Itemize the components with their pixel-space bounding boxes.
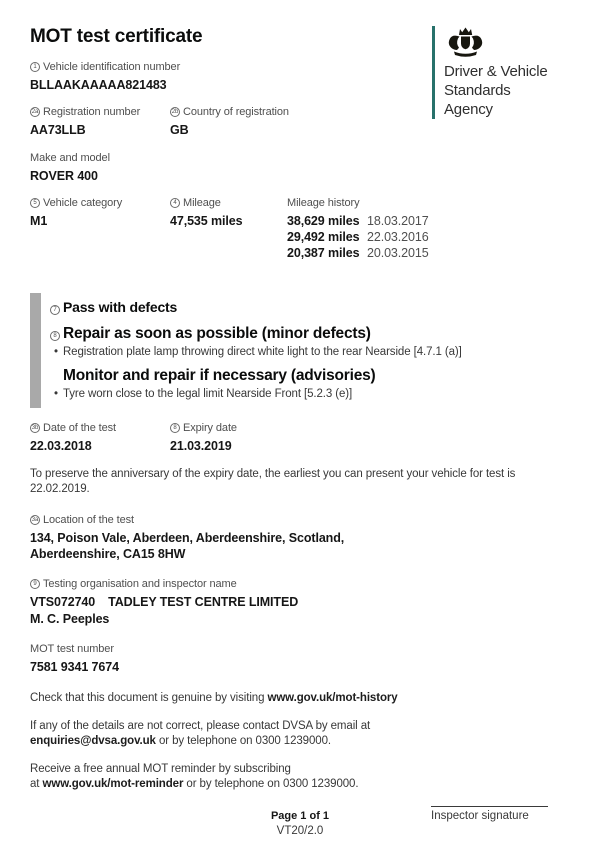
field-mileage: 4 Mileage 47,535 miles bbox=[170, 197, 287, 262]
advisories-heading: Monitor and repair if necessary (advisories) bbox=[63, 366, 376, 384]
registration-value: AA73LLB bbox=[30, 123, 86, 138]
agency-name bbox=[444, 63, 580, 119]
field-number-icon: 3b bbox=[31, 424, 39, 431]
signature-line bbox=[431, 806, 548, 807]
field-expiry-date: 8 Expiry date 21.03.2019 bbox=[170, 421, 237, 453]
field-number-icon: 2a bbox=[31, 109, 39, 116]
country-value: GB bbox=[170, 123, 189, 138]
agency-line-1: Driver & Vehicle bbox=[444, 63, 548, 80]
field-vin bbox=[30, 61, 430, 93]
expiry-date-value: 21.03.2019 bbox=[170, 438, 232, 453]
field-country: 2b Country of registration GB bbox=[170, 106, 289, 138]
anniversary-note: To preserve the anniversary of the expiry date, the earliest you can present your vehicle for test is 22.02.2019. bbox=[30, 467, 516, 496]
mileage-value: 47,535 miles bbox=[170, 213, 243, 228]
result-status-text: Pass with defects bbox=[63, 298, 178, 315]
advisories-list bbox=[54, 388, 570, 400]
mileage-history-row: 29,492 miles 22.03.2016 bbox=[287, 230, 429, 244]
mot-reminder-link: www.gov.uk/mot-reminder bbox=[42, 778, 184, 791]
agency-line-3: Agency bbox=[444, 100, 493, 118]
field-location: 3a Location of the test 134, Poison Vale, Aberdeen, Aberdeenshire, Scotland, Aberdeenshire, CA15 8HW bbox=[30, 514, 430, 563]
field-number-icon: 1 bbox=[30, 62, 40, 72]
minor-defects-group bbox=[50, 325, 570, 358]
field-number-icon: 4 bbox=[170, 198, 180, 208]
dates-row bbox=[30, 422, 570, 467]
field-vehicle-category: 5 Vehicle category M1 bbox=[30, 197, 170, 262]
field-mileage-history: Mileage history 38,629 miles 18.03.2017 29,492 miles 22.03.2016 20,387 miles 20.03.2015 bbox=[287, 197, 570, 262]
page-title: MOT test certificate bbox=[30, 26, 203, 47]
field-registration: 2a Registration number AA73LLB bbox=[30, 106, 170, 138]
field-number-icon: 8 bbox=[50, 331, 60, 341]
inspector-name: M. C. Peeples bbox=[30, 611, 110, 626]
contact-note: If any of the details are not correct, please contact DVSA by email at enquiries@dvsa.gov.uk or by telephone on 0300 1239000. bbox=[30, 719, 371, 748]
mileage-history-row: 38,629 miles 18.03.2017 bbox=[287, 213, 429, 228]
station-name: TADLEY TEST CENTRE LIMITED bbox=[108, 595, 299, 610]
field-number-icon: 2b bbox=[171, 109, 179, 116]
signature-label: Inspector signature bbox=[431, 810, 529, 822]
dvsa-email: enquiries@dvsa.gov.uk bbox=[30, 735, 156, 748]
mileage-row bbox=[30, 197, 570, 275]
reminder-note: Receive a free annual MOT reminder by subscribing at www.gov.uk/mot-reminder or by telephone on 0300 1239000. bbox=[30, 762, 359, 791]
advisories-group bbox=[50, 367, 570, 400]
location-value: 134, Poison Vale, Aberdeen, Aberdeenshire, Scotland, Aberdeenshire, CA15 8HW bbox=[30, 530, 345, 562]
page-number: Page 1 of 1 bbox=[270, 810, 330, 822]
make-model-value: ROVER 400 bbox=[30, 168, 98, 183]
test-number-value: 7581 9341 7674 bbox=[30, 659, 119, 674]
field-number-icon: 5 bbox=[30, 198, 40, 208]
vehicle-category-value: M1 bbox=[30, 213, 48, 228]
mileage-history-row: 20,387 miles 20.03.2015 bbox=[287, 246, 429, 261]
field-test-number: MOT test number 7581 9341 7674 bbox=[30, 643, 430, 675]
field-number-icon: 9 bbox=[30, 579, 40, 589]
field-number-icon: 3a bbox=[31, 516, 39, 523]
advisory-item: • Tyre worn close to the legal limit Nearside Front [5.2.3 (e)] bbox=[54, 388, 570, 400]
minor-defects-list bbox=[54, 346, 570, 358]
field-number-icon: 8 bbox=[170, 423, 180, 433]
result-status bbox=[50, 299, 570, 316]
vin-value: BLLAAKAAAAA821483 bbox=[30, 78, 167, 92]
defect-item: • Registration plate lamp throwing direct white light to the rear Nearside [4.7.1 (a)] bbox=[54, 346, 570, 358]
minor-defects-heading: Repair as soon as possible (minor defects) bbox=[63, 324, 371, 342]
organisation-value bbox=[30, 594, 430, 610]
test-date-value: 22.03.2018 bbox=[30, 438, 92, 453]
form-code: VT20/2.0 bbox=[276, 825, 324, 837]
field-organisation: 9 Testing organisation and inspector name VTS072740 TADLEY TEST CENTRE LIMITED M. C. Peeples bbox=[30, 578, 430, 627]
royal-crest-icon bbox=[444, 26, 486, 60]
vin-label: 1 Vehicle identification number bbox=[30, 61, 430, 73]
agency-line-2: Standards bbox=[444, 81, 511, 99]
inspector-signature-block bbox=[431, 806, 548, 822]
field-number-icon: 7 bbox=[50, 305, 60, 315]
test-result-section bbox=[30, 293, 570, 408]
field-make-model: Make and model ROVER 400 bbox=[30, 152, 430, 184]
dvsa-logo bbox=[432, 26, 580, 119]
field-test-date: 3b Date of the test 22.03.2018 bbox=[30, 422, 170, 454]
genuine-note: Check that this document is genuine by visiting www.gov.uk/mot-history bbox=[30, 692, 398, 705]
mot-history-link: www.gov.uk/mot-history bbox=[267, 692, 398, 705]
station-id: VTS072740 bbox=[30, 595, 96, 610]
